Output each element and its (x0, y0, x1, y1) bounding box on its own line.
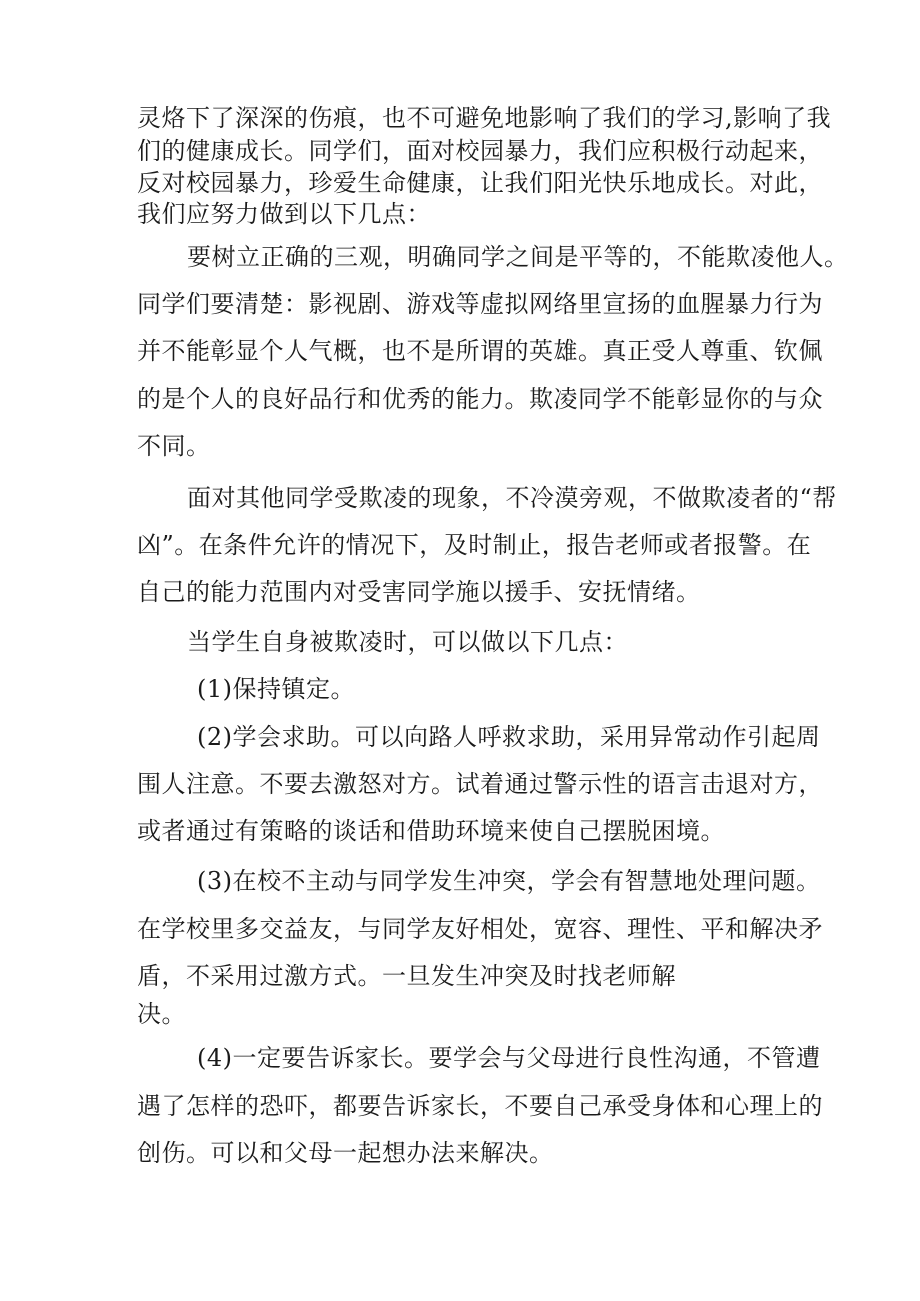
text-line: 或者通过有策略的谈话和借助环境来使自己摆脱困境。 (137, 817, 725, 845)
text-line: 在学校里多交益友，与同学友好相处，宽容、理性、平和解决矛 (137, 915, 823, 943)
text-line: 遇了怎样的恐吓，都要告诉家长，不要自己承受身体和心理上的 (137, 1092, 823, 1120)
text-line: 围人注意。不要去激怒对方。试着通过警示性的语言击退对方， (137, 770, 823, 798)
text-line: 盾，不采用过激方式。一旦发生冲突及时找老师解 (137, 962, 676, 990)
text-line: 自己的能力范围内对受害同学施以援手、安抚情绪。 (137, 578, 701, 606)
text-line: 同学们要清楚：影视剧、游戏等虚拟网络里宣扬的血腥暴力行为 (137, 290, 823, 318)
paragraph-first-line: 当学生自身被欺凌时，可以做以下几点： (187, 628, 628, 656)
paragraph-first-line: 面对其他同学受欺凌的现象，不冷漠旁观，不做欺凌者的“帮 (187, 484, 837, 512)
text-line: 决。 (137, 1000, 186, 1028)
text-line: 并不能彰显个人气概，也不是所谓的英雄。真正受人尊重、钦佩 (137, 337, 823, 365)
list-item-3: (3)在校不主动与同学发生冲突，学会有智慧地处理问题。 (197, 867, 821, 895)
paragraph-first-line: 要树立正确的三观，明确同学之间是平等的，不能欺凌他人。 (187, 243, 849, 271)
text-line: 灵烙下了深深的伤痕，也不可避免地影响了我们的学习,影响了我 (137, 104, 832, 132)
text-line: 们的健康成长。同学们，面对校园暴力，我们应积极行动起来， (137, 137, 823, 165)
list-item-2: (2)学会求助。可以向路人呼救求助，采用异常动作引起周 (197, 723, 821, 751)
list-item-4: (4)一定要告诉家长。要学会与父母进行良性沟通，不管遭 (197, 1044, 821, 1072)
text-line: 凶”。在条件允许的情况下，及时制止，报告老师或者报警。在 (137, 531, 812, 559)
text-line: 反对校园暴力，珍爱生命健康，让我们阳光快乐地成长。对此， (137, 169, 823, 197)
list-item-1: (1)保持镇定。 (197, 675, 355, 703)
text-line: 我们应努力做到以下几点： (137, 200, 431, 228)
text-line: 不同。 (137, 432, 211, 460)
text-line: 创伤。可以和父母一起想办法来解决。 (137, 1139, 554, 1167)
text-line: 的是个人的良好品行和优秀的能力。欺凌同学不能彰显你的与众 (137, 385, 823, 413)
